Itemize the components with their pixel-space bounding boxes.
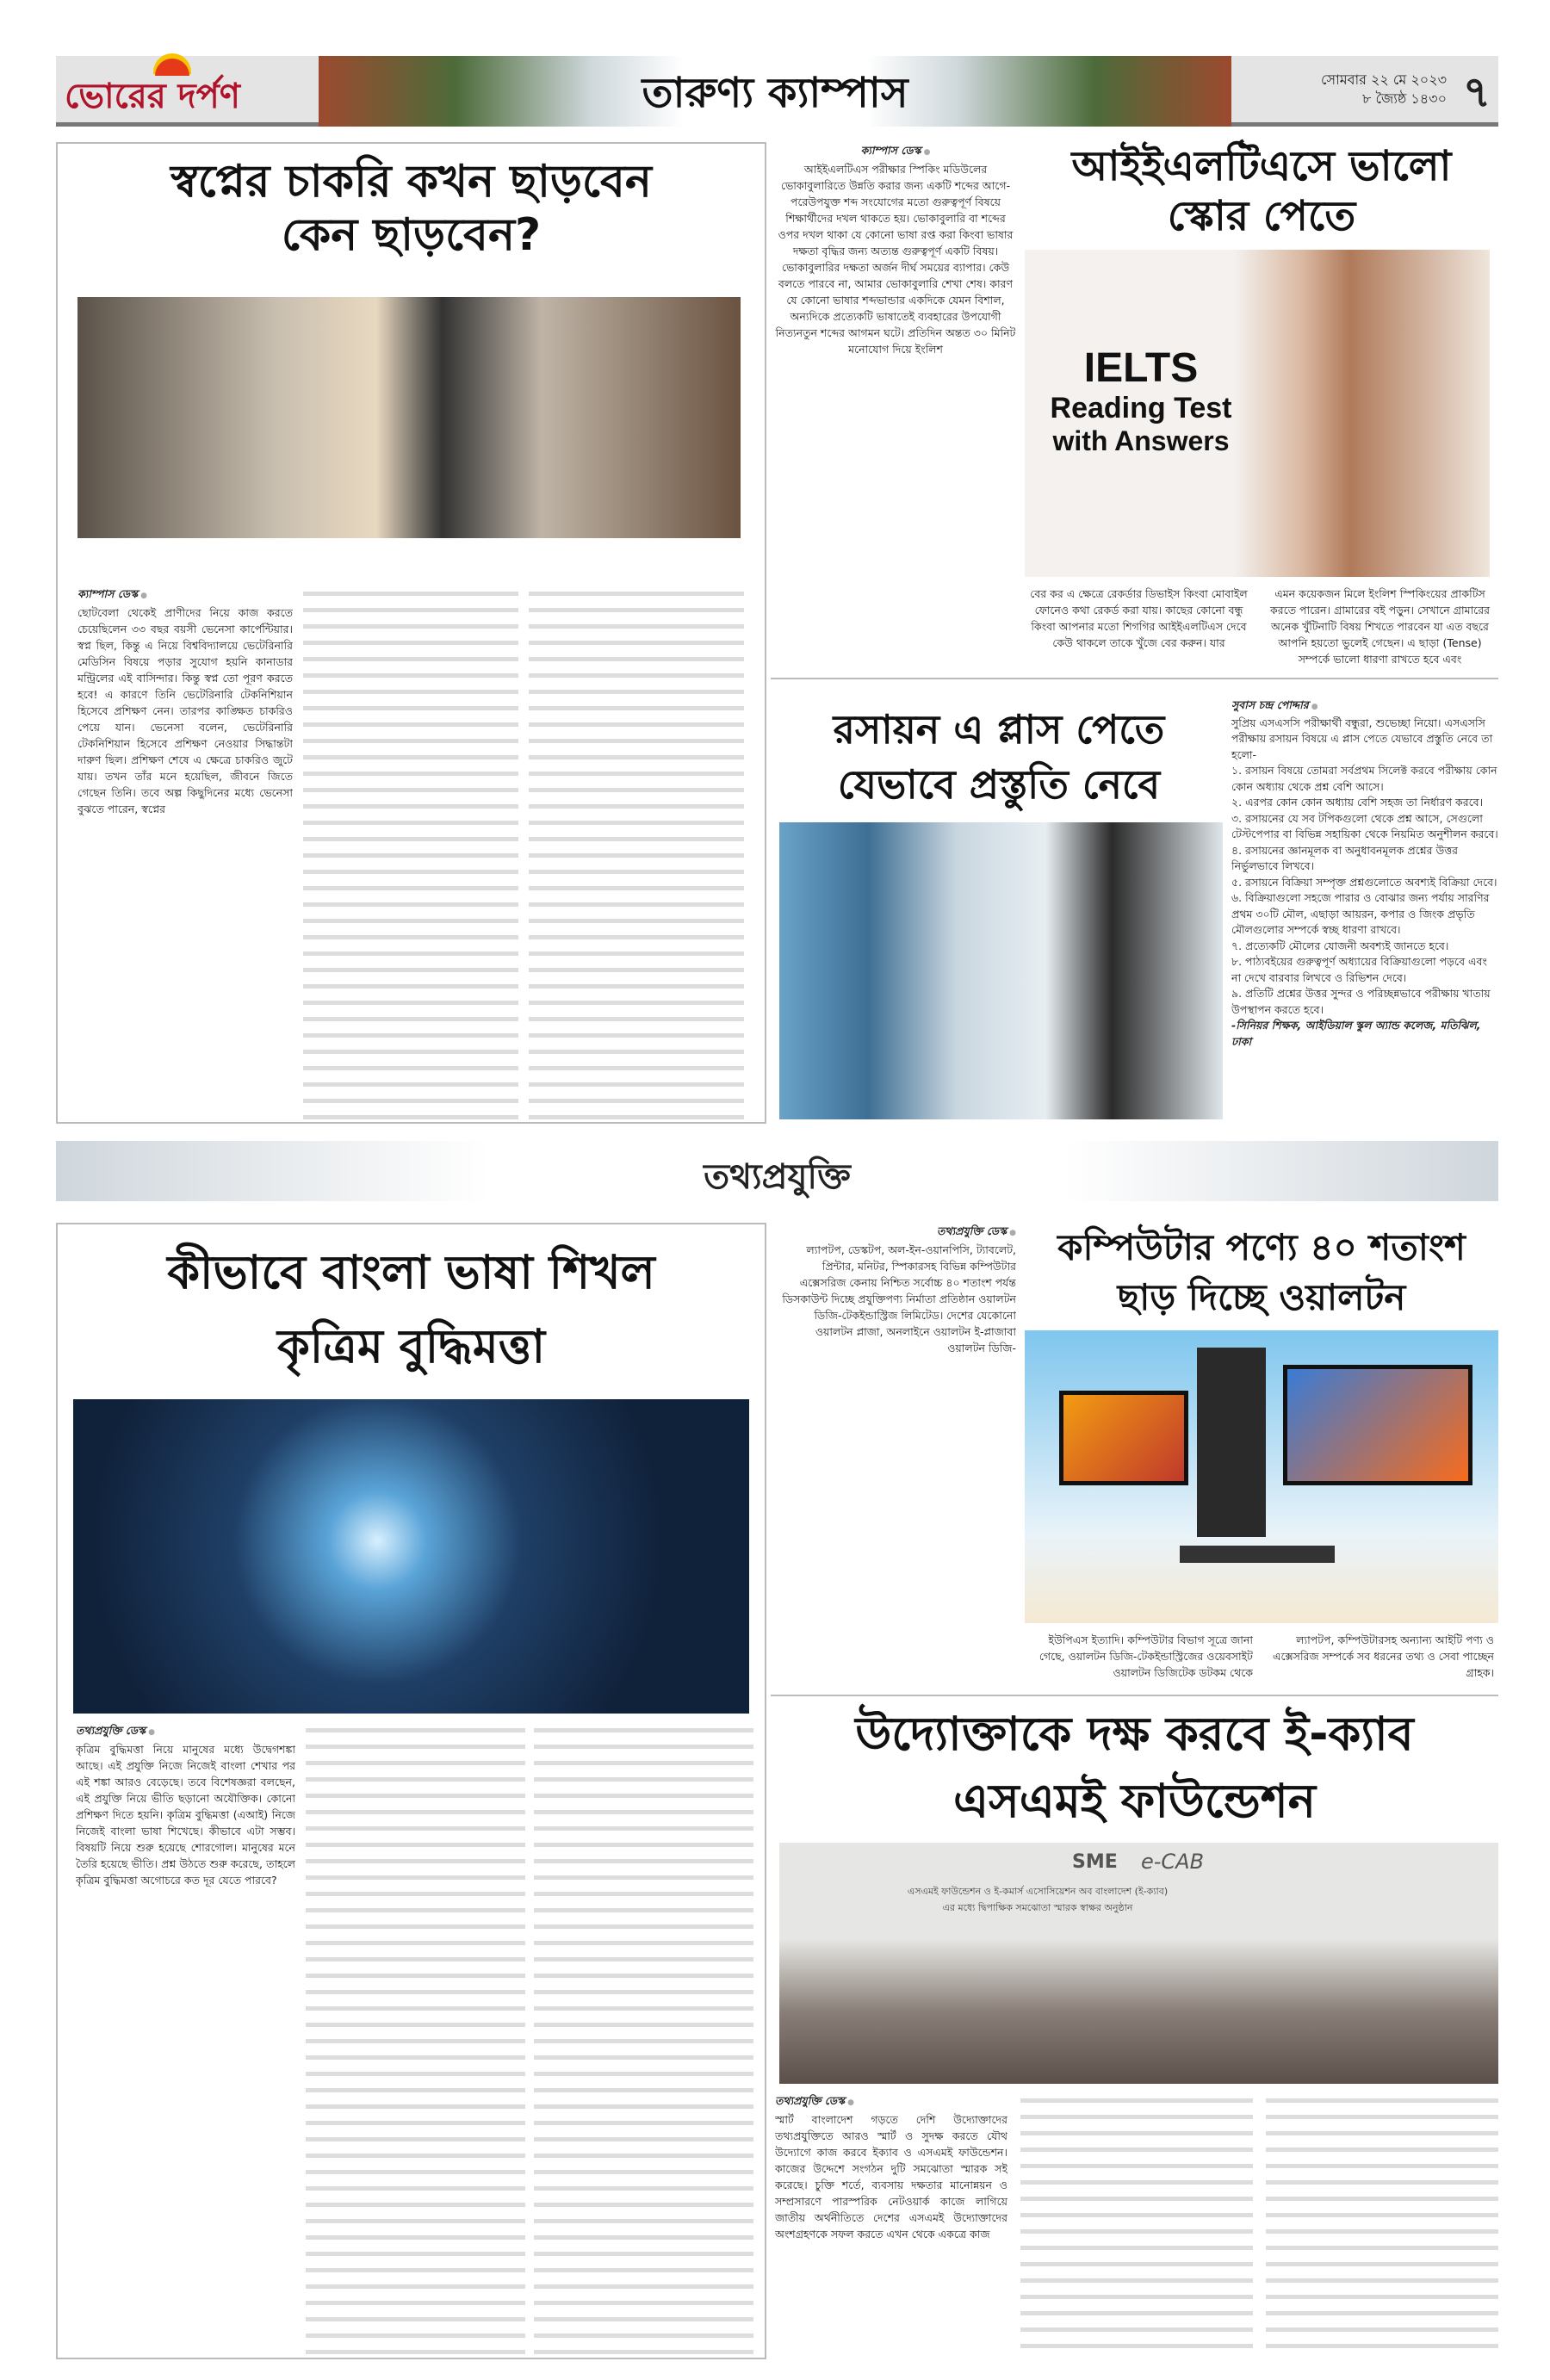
chemistry-text-column [1231,697,1498,1124]
author-signature: -সিনিয়র শিক্ষক, আইডিয়াল স্কুল অ্যান্ড কলেজ, মতিঝিল, ঢাকা [1231,1019,1481,1048]
headline-line: ছাড় দিচ্ছে ওয়ালটন [1117,1276,1406,1318]
monitor-icon [1283,1365,1472,1485]
image-text: IELTS [1083,345,1199,391]
article-text-column [78,586,293,1119]
section-title-it: তথ্যপ্রযুক্তি [704,1157,851,1197]
image-text: Reading Test [1050,392,1232,425]
article-text-column-continued [303,586,518,1119]
computer-products-image [1025,1330,1498,1623]
body-text: ল্যাপটপ, ডেস্কটপ, অল-ইন-ওয়ানপিসি, ট্যাবলেট, প্রিন্টার, মনিটর, স্পিকারসহ বিভিন্ন কম্পিউটার এক্সেসরিজ কেনায় নিশ্চিত সর্বোচ্চ ৪০ শতাংশ পর্যন্ত ডিসকাউন্ট দিচ্ছে প্রযুক্তিপণ্য নির্মাতা প্রতিষ্ঠান ওয়ালটন ডিজি-টেকইন্ডাস্ট্রিজ লিমিটেড। দেশের যেকোনো ওয়ালটন প্লাজা, অনলাইনে ওয়ালটন ই-প্লাজাবা ওয়ালটন ডিজি- [782,1243,1016,1354]
article-text-column-continued [534,1722,753,2355]
tip-item: ২. এরপর কোন কোন অধ্যায় বেশি সহজ তা নির্ধারণ করবে। [1231,796,1484,809]
article-text-column-continued [1020,2092,1253,2359]
headline-walton[interactable] [1025,1223,1498,1323]
headline-line: স্কোর পেতে [1167,191,1356,240]
article-text-column [775,2092,1008,2359]
banner-line: এর মধ্যে দ্বিপাক্ষিক সমঝোতা স্মারক স্বাক্ষর অনুষ্ঠান [942,1902,1133,1913]
divider [771,1695,1498,1696]
headline-dream-job[interactable] [60,155,762,263]
headline-ai[interactable] [60,1236,762,1384]
ielts-text-column: এমন কয়েকজন মিলে ইংলিশ স্পিকিংয়ের প্রাকটিস করতে পারেন। গ্রামারের বই পড়ুন। সেখানে গ্রামারের অনেক খুঁটিনাটি বিষয় শিখতে পারবেন যা এত বছরে আপনি হয়তো ভুলেই গেছেন। এ ছাড়া (Tense) সম্পর্কে ভালো ধারণা রাখতে হবে এবং [1270,587,1490,666]
headline-line: কেন ছাড়বেন? [281,209,542,262]
tip-item: ৯. প্রতিটি প্রশ্নের উত্তর সুন্দর ও পরিচ্ছন্নভাবে পরীক্ষায় খাতায় উপস্থাপন করতে হবে। [1231,987,1491,1016]
students-lab-photo [779,822,1223,1119]
ielts-text-column [775,142,1016,667]
article-text-column [76,1722,295,2355]
issue-date [1240,71,1447,108]
tip-item: ৬. বিক্রিয়াগুলো সহজে পারার ও বোঝার জন্য পর্যায় সারণির প্রথম ৩০টি মৌল, এছাড়া আয়রন, কপার ও জিংক প্রভৃতি মৌলগুলোর সম্পর্কে স্বচ্ছ ধারণা রাখবে। [1231,891,1490,936]
date-bengali: ৮ জ্যৈষ্ঠ ১৪৩০ [1362,90,1447,107]
body-text: স্মার্ট বাংলাদেশ গড়তে দেশি উদ্যোক্তাদের তথ্যপ্রযুক্তিতে আরও স্মার্ট ও সুদক্ষ করতে যৌথ উদ্যোগে কাজ করবে ইক্যাব ও এসএমই ফাউন্ডেশন। কাজের উদ্দেশে সংগঠন দুটি সমঝোতা স্মারক সই করেছে। চুক্তি শর্তে, ব্যবসায় দক্ষতার মানোন্নয়ন ও সম্প্রসারণে পারস্পরিক নেটওয়ার্ক কাজে লাগিয়ে জাতীয় অর্থনীতিতে দেশের এসএমই উদ্যোক্তাদের অংশগ্রহণকে সফল করতে এখন থেকে একত্রে কাজ [775,2113,1008,2241]
headline-line: এসএমই ফাউন্ডেশন [953,1774,1316,1828]
tip-item: ৭. প্রত্যেকটি মৌলের যোজনী অবশ্যই জানতে হবে। [1231,939,1449,952]
divider [771,678,1498,679]
desktop-tower-icon [1197,1348,1266,1537]
headline-chemistry[interactable] [775,702,1223,812]
body-text: ছোটবেলা থেকেই প্রাণীদের নিয়ে কাজ করতে চেয়েছিলেন ৩৩ বছর বয়সী ভেনেসা কার্পেন্টিয়ার। স্বপ্ন ছিল, কিন্তু এ নিয়ে বিশ্ববিদ্যালয়ে ভেটেরিনারি মেডিসিন বিষয়ে পড়ার সুযোগ হয়নি কানাডার মন্ট্রিলের এই বাসিন্দার। কিন্তু স্বপ্ন তো পূরণ করতে হবে! এ কারণে তিনি ভেটেরিনারি টেকনিশিয়ান হিসেবে প্রশিক্ষণ নেন। তারপর কাঙ্ক্ষিত চাকরিও পেয়ে যান। ভেনেসা বলেন, ভেটেরিনারি টেকনিশিয়ান হিসেবে প্রশিক্ষণ নেওয়ার সিদ্ধান্তটা দারুণ ছিল। প্রশিক্ষণ শেষে এ ক্ষেত্রে চাকরিও জুটে যায়। তখন তাঁর মনে হয়েছিল, জীবনে জিতে গেছেন তিনি। তবে অল্প কিছুদিনের মধ্যে ভেনেসা বুঝতে পারেন, স্বপ্নের [78,606,293,815]
keyboard-icon [1180,1546,1335,1563]
byline: তথ্যপ্রযুক্তি ডেস্ক ● [76,1724,155,1737]
ecab-logo: e-CAB [1141,1850,1205,1874]
byline: ক্যাম্পাস ডেস্ক ● [861,144,931,157]
byline: ক্যাম্পাস ডেস্ক ● [78,587,147,600]
section-title: তারুণ্য ক্যাম্পাস [642,69,908,117]
ai-circuit-brain-image [73,1399,749,1714]
walton-caption-text: ল্যাপটপ, কম্পিউটারসহ অন্যান্য আইটি পণ্য ও এক্সেসরিজ সম্পর্কে সব ধরনের তথ্য ও সেবা পাচ্ছেন গ্রাহক। [1272,1633,1494,1679]
headline-line: রসায়ন এ প্লাস পেতে [833,706,1165,753]
office-interview-photo [78,297,741,538]
event-banner-text [779,1884,1296,1917]
headline-line: স্বপ্নের চাকরি কখন ছাড়বেন [170,156,652,208]
article-text-column-continued [529,586,744,1119]
byline: সুবাস চন্দ্র পোদ্দার ● [1231,697,1498,716]
image-text: with Answers [1052,425,1230,456]
headline-line: যেভাবে প্রস্তুতি নেবে [837,761,1161,808]
headline-line: আইইএলটিএসে ভালো [1071,142,1452,190]
tip-item: ১. রসায়ন বিষয়ে তোমরা সর্বপ্রথম সিলেক্ট করবে পরীক্ষায় কোন কোন অধ্যায় থেকে প্রশ্ন বেশি আসে। [1231,764,1497,793]
tip-item: ৮. পাঠ্যবইয়ের গুরুত্বপূর্ণ অধ্যায়ের বিক্রিয়াগুলো পড়বে এবং না দেখে বারবার লিখবে ও রিভিশন দেবে। [1231,955,1487,984]
headline-ielts[interactable] [1025,142,1498,241]
tip-item: ৩. রসায়নের যে সব টপিকগুলো থেকে প্রশ্ন আসে, সেগুলো টেস্টপেপার বা বিভিন্ন সহায়িকা থেকে নিয়মিত অনুশীলন করবে। [1231,811,1498,840]
body-text: আইইএলটিএস পরীক্ষার স্পিকিং মডিউলের ভোকাবুলারিতে উন্নতি করার জন্য একটি শব্দের আগে-পরেউপযুক্ত শব্দ সংযোগের মতো গুরুত্বপূর্ণ বিষয়ে শিক্ষার্থীদের দখল থাকতে হয়। ভোকাবুলারি বা শব্দের ওপর দখল থাকা যে কোনো ভাষা রপ্ত করা কিংবা ভাষার দক্ষতা বৃদ্ধির জন্য অত্যন্ত গুরুত্বপূর্ণ একটি বিষয়।ভোকাবুলারির দক্ষতা অর্জন দীর্ঘ সময়ের ব্যাপার। কেউ বলতে পারবে না, আমার ভোকাবুলারি শেখা শেষ। কারণ যে কোনো ভাষার শব্দভান্ডার একদিকে যেমন বিশাল, অন্যদিকে প্রত্যেকটি ভাষাতেই ব্যবহারের উপযোগী নিত্যনতুন শব্দের আগমন ঘটে। প্রতিদিন অন্তত ৩০ মিনিট মনোযোগ দিয়ে ইংলিশ [775,163,1016,356]
ielts-text-column: বের কর এ ক্ষেত্রে রেকর্ডার ডিভাইস কিংবা মোবাইল ফোনেও কথা রেকর্ড করা যায়। কাছের কোনো বন্ধু কিংবা আপনার মতো শিগগির আইইএলটিএস দেবে কেউ থাকলে তাকে খুঁজে বের করুন। যার [1030,587,1248,649]
headline-line: কীভাবে বাংলা ভাষা শিখল [167,1245,655,1299]
headline-line: কৃত্রিম বুদ্ধিমত্তা [276,1319,546,1373]
headline-line: উদ্যোক্তাকে দক্ষ করবে ই-ক্যাব [855,1707,1414,1761]
headline-line: কম্পিউটার পণ্যে ৪০ শতাংশ [1057,1226,1466,1268]
sme-foundation-logo: SME [1072,1851,1118,1873]
headline-ecab[interactable] [771,1701,1498,1835]
body-text: কৃত্রিম বুদ্ধিমত্তা নিয়ে মানুষের মধ্যে উদ্বেগশঙ্কা আছে। এই প্রযুক্তি নিজে নিজেই বাংলা শেখার পর এই শঙ্কা আরও বেড়েছে। তবে বিশেষজ্ঞরা বলছেন, এই প্রযুক্তি নিয়ে ভীতি ছড়ানো অযৌক্তিক। কোনো প্রশিক্ষণ দিতে হয়নি। কৃত্রিম বুদ্ধিমত্তা (এআই) নিজে নিজেই বাংলা ভাষা শিখেছে। কীভাবে এটা সম্ভব। বিষয়টি নিয়ে শুরু হয়েছে শোরগোল। মানুষের মনে তৈরি হয়েছে ভীতি। প্রশ্ন উঠতে শুরু করেছে, তাহলে কৃত্রিম বুদ্ধিমত্তা অগোচরে কত দূর যেতে পারবে? [76,1743,295,1887]
tip-item: ৫. রসায়নে বিক্রিয়া সম্পৃক্ত প্রশ্নগুলোতে অবশ্যই বিক্রিয়া দেবে। [1231,875,1497,889]
banner-line: এসএমই ফাউন্ডেশন ও ই-কমার্স এসোসিয়েশন অব বাংলাদেশ (ই-ক্যাব) [907,1886,1169,1897]
newspaper-logo[interactable]: ভোরের দর্পণ [65,77,240,116]
walton-text-column [775,1223,1016,1688]
monitor-icon [1059,1391,1188,1485]
walton-caption-text: ইউপিএস ইত্যাদি। কম্পিউটার বিভাগ সূত্রে জানা গেছে, ওয়ালটন ডিজি-টেকইন্ডাস্ট্রিজের ওয়েবসাইট ওয়ালটন ডিজিটেক ডটকম থেকে [1038,1633,1253,1679]
mou-signing-photo [779,1843,1498,2084]
article-text-column-continued [1266,2092,1498,2359]
byline: তথ্যপ্রযুক্তি ডেস্ক ● [775,2094,854,2107]
date-gregorian: সোমবার ২২ মে ২০২৩ [1321,71,1447,88]
byline: তথ্যপ্রযুক্তি ডেস্ক ● [937,1224,1016,1237]
ielts-image-caption [1033,344,1249,457]
tip-item: ৪. রসায়নের জ্ঞানমূলক বা অনুধাবনমূলক প্রশ্নের উত্তর নির্ভুলভাবে লিখবে। [1231,843,1459,872]
page-number: ৭ [1462,67,1491,117]
intro-text: সুপ্রিয় এসএসসি পরীক্ষার্থী বন্ধুরা, শুভেচ্ছা নিয়ো। এসএসসি পরীক্ষায় রসায়ন বিষয়ে এ প্লাস পেতে যেভাবে প্রস্তুতি নেবে তা হলো- [1231,716,1493,761]
ielts-student-photo [1025,250,1490,577]
article-text-column-continued [306,1722,525,2355]
